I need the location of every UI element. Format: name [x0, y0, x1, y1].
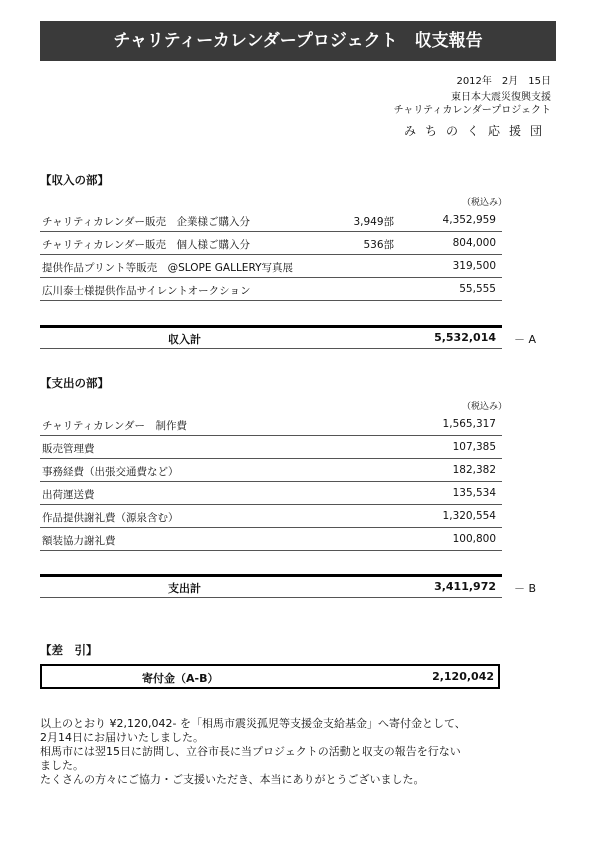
donation-box	[40, 664, 500, 689]
income-heading: 【収入の部】	[40, 173, 109, 187]
balance-heading: 【差 引】	[40, 643, 98, 657]
report-date: 2012年 2月 15日	[456, 76, 551, 87]
expense-tax-note: （税込み）	[462, 402, 508, 412]
expense-total-label: 支出計	[168, 582, 201, 595]
message-line: 相馬市には翌15日に訪問し、立谷市長に当プロジェクトの活動と収支の報告を行ない	[40, 745, 461, 758]
expense-row-label: 事務経費（出張交通費など）	[42, 466, 179, 478]
expense-row-label: 額装協力謝礼費	[42, 535, 116, 547]
expense-row	[40, 483, 502, 505]
expense-row-label: 販売管理費	[42, 443, 95, 455]
expense-total-mark: － B	[514, 582, 537, 595]
donation-label: 寄付金（A-B）	[142, 672, 219, 685]
income-row	[40, 233, 502, 255]
income-tax-note: （税込み）	[462, 198, 508, 208]
donation-amount: 2,120,042	[432, 670, 494, 683]
income-row-amount: 319,500	[452, 260, 496, 272]
expense-row-amount: 135,534	[452, 487, 496, 499]
expense-row	[40, 460, 502, 482]
income-row-qty: 3,949部	[353, 216, 394, 228]
expense-heading: 【支出の部】	[40, 376, 109, 390]
expense-row-amount: 1,320,554	[442, 510, 496, 522]
income-row-qty: 536部	[363, 239, 394, 251]
message-line: たくさんの方々にご協力・ご支援いただき、本当にありがとうございました。	[40, 773, 425, 786]
expense-row-amount: 182,382	[452, 464, 496, 476]
expense-row-amount: 107,385	[452, 441, 496, 453]
expense-row-label: チャリティカレンダー 制作費	[42, 420, 187, 432]
expense-row-label: 作品提供謝礼費（源泉含む）	[42, 512, 179, 524]
income-row-amount: 4,352,959	[442, 214, 496, 226]
expense-row	[40, 506, 502, 528]
message-line: 以上のとおり ¥2,120,042- を「相馬市震災孤児等支援金支給基金」へ寄付金として、	[40, 717, 466, 730]
income-row-label: チャリティカレンダー販売 個人様ご購入分	[42, 239, 250, 251]
expense-row	[40, 414, 502, 436]
organization-name: みちのく応援団	[403, 124, 551, 138]
message-line: 2月14日にお届けいたしました。	[40, 731, 204, 744]
income-total-amount: 5,532,014	[434, 331, 496, 344]
income-total-mark: － A	[514, 333, 537, 346]
income-row-amount: 55,555	[459, 283, 496, 295]
income-row	[40, 279, 502, 301]
message-line: ました。	[40, 759, 84, 772]
expense-row	[40, 437, 502, 459]
income-row-label: 広川泰士様提供作品サイレントオークション	[42, 285, 251, 297]
expense-row-amount: 1,565,317	[442, 418, 496, 430]
expense-row-amount: 100,800	[452, 533, 496, 545]
expense-total-amount: 3,411,972	[434, 580, 496, 593]
expense-row-label: 出荷運送費	[42, 489, 95, 501]
income-row	[40, 210, 502, 232]
income-row-label: チャリティカレンダー販売 企業様ご購入分	[42, 216, 250, 228]
expense-row	[40, 529, 502, 551]
closing-message	[40, 717, 560, 787]
income-row-label: 提供作品プリント等販売 @SLOPE GALLERY写真展	[42, 262, 293, 274]
income-row-amount: 804,000	[452, 237, 496, 249]
page-title: チャリティーカレンダープロジェクト 収支報告	[40, 21, 556, 61]
income-row	[40, 256, 502, 278]
header-line-2: チャリティカレンダープロジェクト	[393, 105, 551, 116]
header-line-1: 東日本大震災復興支援	[451, 92, 551, 103]
expense-total-row	[40, 574, 502, 598]
income-total-row	[40, 325, 502, 349]
income-total-label: 収入計	[168, 333, 201, 346]
